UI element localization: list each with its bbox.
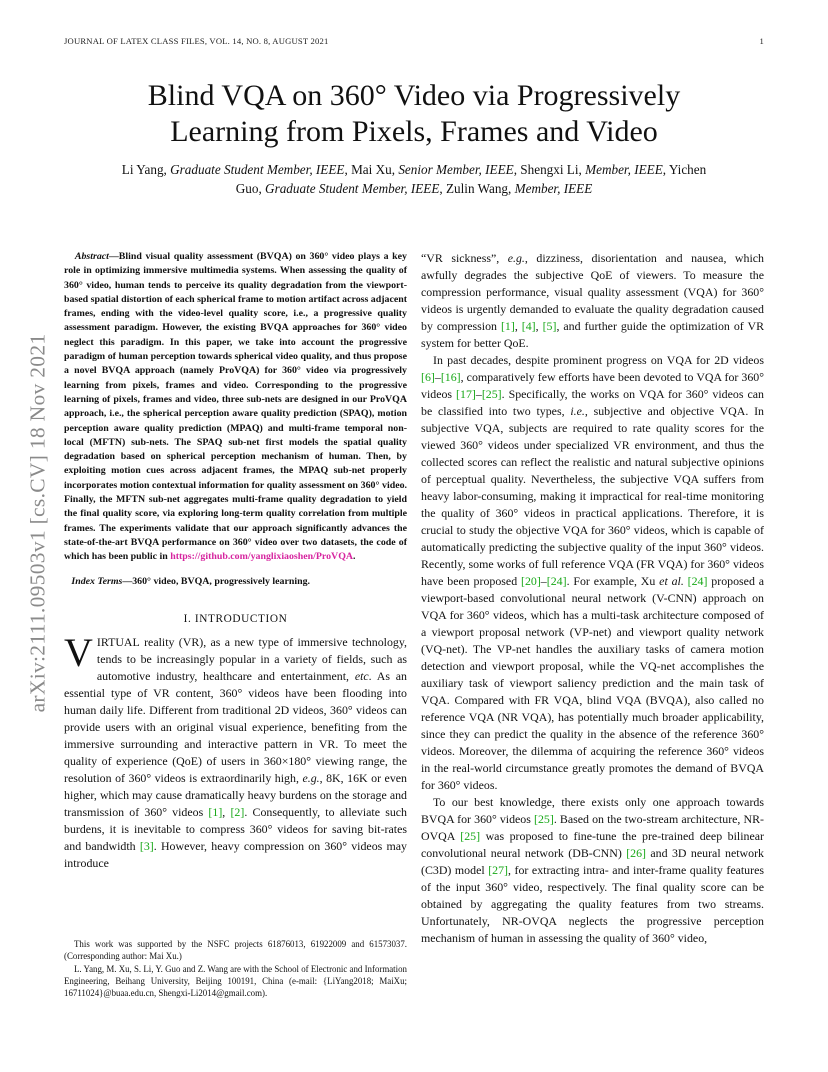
author-list xyxy=(64,160,764,198)
text-run: , xyxy=(222,804,231,819)
author-role: Graduate Student Member, IEEE xyxy=(265,181,440,196)
arxiv-stamp xyxy=(14,286,62,760)
citation-link[interactable]: [25] xyxy=(481,387,502,401)
author-name: Li Yang, xyxy=(121,162,171,177)
citation-link[interactable]: [27] xyxy=(488,863,509,877)
text-run: “VR sickness”, xyxy=(421,251,508,265)
text-run: reality (VR), as a new type of immersive technology, tends to be increasingly popular in a variety of fields, such as automotive industry, healthcare and entertainment, xyxy=(96,634,407,683)
author-role: Member, IEEE xyxy=(585,162,663,177)
index-terms-label: Index Terms xyxy=(71,575,123,587)
text-run: . As an essential type of VR content, 360° videos have been flooding into human daily life. Different from traditional 2D videos, 360° videos can provide users with an original visual experience, benefiting from the immersive surrounding and interactive pattern in VR. To meet the quality of experience (QoE) of users in 360×180° viewing range, the resolution of 360° videos is extraordinarily high, xyxy=(64,668,407,785)
text-run: To our best knowledge, there exists only one approach towards BVQA for 360° videos xyxy=(421,795,764,826)
text-run: , dizziness, disorientation and nausea, which awfully degrades the subjective QoE of viewers. To measure the compression performance, visual quality assessment (VQA) for 360° videos is urgently demanded to evaluate the quality degradation caused by compression xyxy=(421,251,764,333)
author-name: , Mai Xu, xyxy=(344,162,399,177)
citation-link[interactable]: [4] xyxy=(521,319,536,333)
funding-footnote: This work was supported by the NSFC projects 61876013, 61922009 and 61573037.(Corresponding author: Mai Xu.) xyxy=(64,939,407,962)
page-number: 1 xyxy=(759,36,764,46)
author-role: Senior Member, IEEE xyxy=(398,162,514,177)
journal-header: JOURNAL OF LATEX CLASS FILES, VOL. 14, NO. 8, AUGUST 2021 xyxy=(64,36,329,46)
text-run: – xyxy=(540,574,547,588)
right-column xyxy=(421,250,764,947)
intro-paragraph-1 xyxy=(64,629,407,872)
author-role: Graduate Student Member, IEEE xyxy=(170,162,345,177)
authors-line-1 xyxy=(64,160,764,179)
text-run: was proposed to fine-tune the pre-trained deep bilinear convolutional neural network (DB-CNN) xyxy=(421,829,764,860)
footnotes xyxy=(64,938,407,999)
author-name: , Zulin Wang, xyxy=(439,181,515,196)
text-run: , xyxy=(535,319,543,333)
citation-link[interactable]: [6] xyxy=(421,370,435,384)
text-run: . Consequently, to alleviate such burdens, it is inevitable to compress 360° videos for saving bit-rates and bandwidth xyxy=(64,804,407,853)
citation-link[interactable]: [1] xyxy=(208,804,223,819)
citation-link[interactable]: [26] xyxy=(626,846,646,860)
text-run: , 8K, 16K or even higher, which may cause dramatically heavy burdens on the storage and transmission of 360° videos xyxy=(64,770,407,819)
code-link[interactable]: https://github.com/yanglixiaoshen/ProVQA xyxy=(170,551,354,563)
text-run: , for extracting intra- and inter-frame quality features of the input 360° video, respectively. The final quality score can be obtained by aggregating the quality features from two streams. Unfortunately, NR-OVQA neglects the progressive perception mechanism of human in assessing the quality of 360° video, xyxy=(421,863,764,945)
title-line-1: Blind VQA on 360° Video via Progressively xyxy=(147,79,681,112)
body-paragraph-3 xyxy=(421,794,764,947)
section-title-initial: I xyxy=(194,612,200,625)
text-run: – xyxy=(475,387,482,401)
author-name: , Yichen xyxy=(662,162,707,177)
text-run: . Specifically, the works on VQA for 360° videos can be classified into two types, xyxy=(421,387,764,418)
section-title-rest: NTRODUCTION xyxy=(199,612,288,625)
text-run: In past decades, despite prominent progress on VQA for 2D videos xyxy=(433,353,764,367)
text-run: , subjective and objective VQA. In subjective VQA, subjects are required to rate quality scores for the viewed 360° videos under specialized VR environment, and thus the collected scores can reflect the realistic and natural subjective opinions of perceptual quality. Nevertheless, the subjective VQA suffers from heavy labor-consuming, making it impractical for real-time monitoring the quality of 360° videos in practical applications. Therefore, it is crucial to study the objective VQA for 360° videos, which is capable of automatically predicting the subjective quality of the input 360° videos. Recently, some works of full reference VQA (FR VQA) for 360° videos have been proposed xyxy=(421,404,764,588)
citation-link[interactable]: [20] xyxy=(520,574,541,588)
abstract-label: Abstract xyxy=(74,251,109,262)
author-name: , Shengxi Li, xyxy=(513,162,586,177)
title-line-2: Learning from Pixels, Frames and Video xyxy=(170,115,658,148)
abstract xyxy=(64,250,407,565)
section-heading-introduction xyxy=(64,611,407,628)
abstract-text: —Blind visual quality assessment (BVQA) on 360° video plays a key role in optimizing immersive multimedia systems. When assessing the quality of 360° video, human tends to perceive its quality degradation from the viewport-based spatial distortion of each spherical frame to motion artifact across adjacent frames, ending with the video-level quality score, i.e., a progressive quality assessment paradigm. However, the existing BVQA approaches for 360° video neglect this paradigm. In this paper, we take into account the progressive paradigm of human perception towards spherical video quality, and thus propose a novel BVQA approach (namely ProVQA) for 360° video via progressively learning from pixels, frames and video. Corresponding to the progressive learning of pixels, frames and video, three sub-nets are designed in our ProVQA approach, i.e., the spherical perception aware quality prediction (SPAQ), motion perception aware quality prediction (MPAQ) and multi-frame temporal non-local (MFTN) sub-nets. The SPAQ sub-net first models the spatial quality degradation based on spherical perception mechanism of human. Then, by exploiting motion cues across adjacent frames, the MPAQ sub-net properly incorporates motion contextual information for quality assessment on 360° video. Finally, the MFTN sub-net aggregates multi-frame quality degradation to yield the final quality score, via exploring long-term quality correlation from multiple frames. The experiments validate that our approach significantly advances the state-of-the-art BVQA performance on 360° video over two datasets, the code of which has been public in xyxy=(64,251,407,563)
text-run: – xyxy=(434,370,441,384)
drop-cap: V xyxy=(64,629,93,675)
citation-link[interactable]: [2] xyxy=(230,804,245,819)
body-paragraph-continued xyxy=(421,250,764,352)
text-run: , xyxy=(514,319,522,333)
left-column xyxy=(64,250,407,872)
body-paragraph-2 xyxy=(421,352,764,794)
text-run: and 3D neural network (C3D) model xyxy=(421,846,764,877)
citation-link[interactable]: [24] xyxy=(546,574,567,588)
text-run: , and further guide the optimization of VR system for better QoE. xyxy=(421,319,764,350)
text-run: e.g. xyxy=(507,251,525,265)
citation-link[interactable]: [1] xyxy=(500,319,515,333)
citation-link[interactable]: [25] xyxy=(534,812,554,826)
text-run: . For example, Xu xyxy=(566,574,660,588)
paper-title xyxy=(64,78,764,150)
section-number: I. xyxy=(183,612,195,625)
text-run: . However, heavy compression on 360° videos may introduce xyxy=(64,838,407,870)
index-terms-text: —360° video, BVQA, progressively learning. xyxy=(122,575,310,587)
authors-line-2 xyxy=(64,179,764,198)
text-run: . Based on the two-stream architecture, NR-OVQA xyxy=(421,812,764,843)
text-run: e.g. xyxy=(302,770,320,785)
text-run: , comparatively few efforts have been devoted to VQA for 360° videos xyxy=(421,370,764,401)
author-name: Guo, xyxy=(235,181,266,196)
affiliation-footnote: L. Yang, M. Xu, S. Li, Y. Guo and Z. Wang are with the School of Electronic and Information Engineering, Beihang University, Beijing 100191, China (e-mail: {LiYang2018; MaiXu; 16711024}@buaa.edu.cn, Shengxi-Li2014@gmail.com). xyxy=(64,963,407,999)
text-run: i.e. xyxy=(570,404,585,418)
index-terms xyxy=(64,575,407,589)
abstract-end: . xyxy=(353,551,356,563)
text-run: etc xyxy=(354,668,369,683)
citation-link[interactable]: [16] xyxy=(440,370,461,384)
citation-link[interactable]: [3] xyxy=(139,838,154,853)
citation-link[interactable]: [24] xyxy=(687,574,708,588)
intro-smallcaps: IRTUAL xyxy=(96,634,140,649)
author-role: Member, IEEE xyxy=(514,181,593,196)
running-header xyxy=(64,36,764,46)
text-run: proposed a viewport-based convolutional neural network (V-CNN) approach on VQA for 360° videos, which has a multi-task architecture composed of a viewport proposal network (VP-net) and viewport quality network (VQ-net). The VP-net handles the auxiliary tasks of camera motion detection and viewport proposal, while the VQ-net accomplishes the auxiliary task of viewport saliency prediction and the main task of VQA. Compared with FR VQA, blind VQA (BVQA), also called no reference VQA (NR VQA), has potentially much broader applicability, since they can predict the quality in the absence of the reference 360° videos. Moreover, the dilemma of acquiring the reference 360° videos in the real-world circumstance greatly promotes the demand of BVQA for 360° videos. xyxy=(421,574,764,792)
citation-link[interactable]: [17] xyxy=(456,387,476,401)
text-run: et al. xyxy=(659,574,684,588)
arxiv-identifier: arXiv:2111.09503v1 [cs.CV] 18 Nov 2021 xyxy=(25,333,50,713)
citation-link[interactable]: [5] xyxy=(542,319,557,333)
citation-link[interactable]: [25] xyxy=(460,829,481,843)
